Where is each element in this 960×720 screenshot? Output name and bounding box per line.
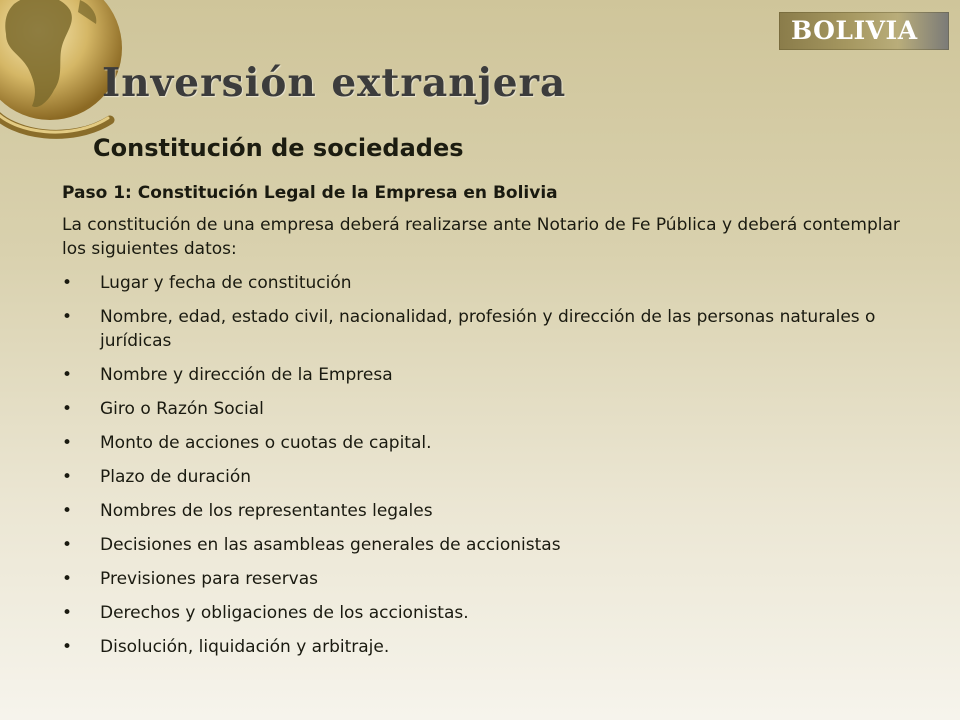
list-item <box>62 305 922 353</box>
requirements-list <box>62 271 922 659</box>
list-item <box>62 363 922 387</box>
list-item-text: Decisiones en las asambleas generales de accionistas <box>100 535 561 555</box>
step-heading: Paso 1: Constitución Legal de la Empresa en Bolivia <box>62 183 558 203</box>
bullet-icon: • <box>62 307 73 327</box>
list-item-text: Monto de acciones o cuotas de capital. <box>100 433 432 453</box>
bullet-icon: • <box>62 365 73 385</box>
list-item <box>62 397 922 421</box>
bullet-icon: • <box>62 535 73 555</box>
list-item-text: Nombre y dirección de la Empresa <box>100 365 393 385</box>
bullet-icon: • <box>62 569 73 589</box>
list-item-text: Giro o Razón Social <box>100 399 264 419</box>
list-item <box>62 533 922 557</box>
list-item-text: Lugar y fecha de constitución <box>100 273 352 293</box>
bullet-icon: • <box>62 637 73 657</box>
page-title: Inversión extranjera <box>102 60 567 106</box>
list-item <box>62 465 922 489</box>
bullet-icon: • <box>62 399 73 419</box>
bullet-icon: • <box>62 273 73 293</box>
content-body <box>62 181 922 669</box>
bullet-icon: • <box>62 501 73 521</box>
list-item-text: Nombres de los representantes legales <box>100 501 433 521</box>
section-subtitle: Constitución de sociedades <box>93 134 464 162</box>
list-item-text: Nombre, edad, estado civil, nacionalidad, profesión y dirección de las personas naturales o jurídicas <box>100 307 876 351</box>
country-badge-label: BOLIVIA <box>791 16 918 45</box>
list-item-text: Derechos y obligaciones de los accionistas. <box>100 603 469 623</box>
list-item <box>62 499 922 523</box>
bullet-icon: • <box>62 433 73 453</box>
list-item-text: Disolución, liquidación y arbitraje. <box>100 637 390 657</box>
intro-paragraph: La constitución de una empresa deberá realizarse ante Notario de Fe Pública y deberá contemplar los siguientes datos: <box>62 215 900 259</box>
list-item-text: Plazo de duración <box>100 467 251 487</box>
list-item <box>62 601 922 625</box>
list-item <box>62 567 922 591</box>
list-item-text: Previsiones para reservas <box>100 569 319 589</box>
country-badge <box>779 12 949 50</box>
bullet-icon: • <box>62 467 73 487</box>
list-item <box>62 635 922 659</box>
list-item <box>62 271 922 295</box>
bullet-icon: • <box>62 603 73 623</box>
list-item <box>62 431 922 455</box>
